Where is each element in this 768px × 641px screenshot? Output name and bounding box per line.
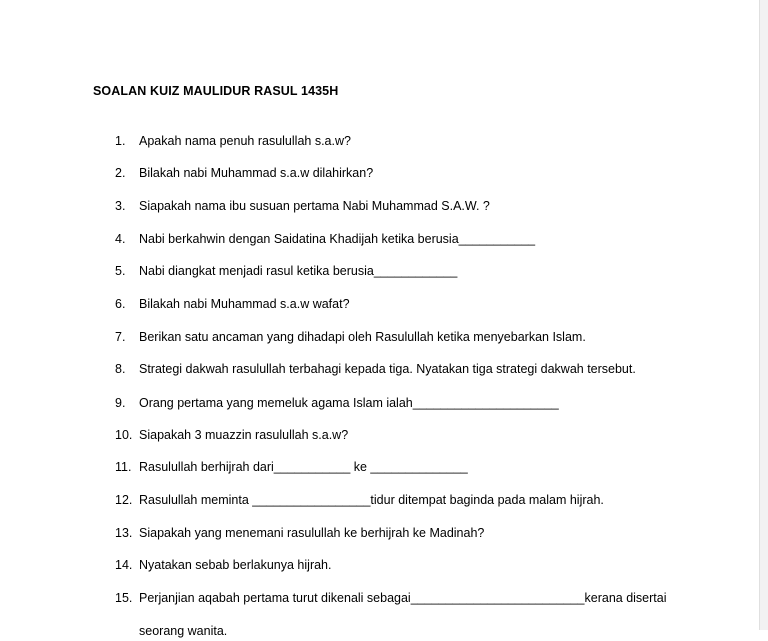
question-number: 15. bbox=[115, 591, 133, 605]
question-text: Nyatakan sebab berlakunya hijrah. bbox=[139, 558, 332, 572]
question-number: 9. bbox=[115, 396, 126, 410]
question-2 bbox=[0, 163, 740, 183]
question-text: Bilakah nabi Muhammad s.a.w wafat? bbox=[139, 297, 350, 311]
question-13 bbox=[0, 523, 740, 543]
question-number: 4. bbox=[115, 232, 126, 246]
question-15-continuation bbox=[0, 621, 740, 641]
question-7 bbox=[0, 327, 740, 347]
question-number: 13. bbox=[115, 526, 133, 540]
question-number: 3. bbox=[115, 199, 126, 213]
question-4 bbox=[0, 229, 740, 249]
question-1 bbox=[0, 131, 740, 151]
question-number: 11. bbox=[115, 460, 132, 474]
question-text: Siapakah 3 muazzin rasulullah s.a.w? bbox=[139, 428, 349, 442]
question-text: Orang pertama yang memeluk agama Islam ialah_____________________ bbox=[139, 396, 559, 410]
question-text: Perjanjian aqabah pertama turut dikenali sebagai_________________________kerana disertai bbox=[139, 591, 667, 605]
question-number: 6. bbox=[115, 297, 126, 311]
question-text: Bilakah nabi Muhammad s.a.w dilahirkan? bbox=[139, 166, 374, 180]
question-text: Berikan satu ancaman yang dihadapi oleh Rasulullah ketika menyebarkan Islam. bbox=[139, 330, 586, 344]
question-11 bbox=[0, 457, 740, 477]
question-9 bbox=[0, 393, 740, 413]
document-title: SOALAN KUIZ MAULIDUR RASUL 1435H bbox=[93, 84, 339, 98]
question-text: Rasulullah berhijrah dari___________ ke ______________ bbox=[139, 460, 468, 474]
question-number: 2. bbox=[115, 166, 126, 180]
question-text: Strategi dakwah rasulullah terbahagi kepada tiga. Nyatakan tiga strategi dakwah tersebut. bbox=[139, 362, 636, 376]
question-text: Nabi berkahwin dengan Saidatina Khadijah ketika berusia___________ bbox=[139, 232, 536, 246]
page-edge bbox=[759, 0, 768, 630]
question-number: 10. bbox=[115, 428, 133, 442]
question-text: Apakah nama penuh rasulullah s.a.w? bbox=[139, 134, 351, 148]
question-number: 7. bbox=[115, 330, 126, 344]
question-number: 14. bbox=[115, 558, 133, 572]
question-number: 8. bbox=[115, 362, 126, 376]
question-text: Nabi diangkat menjadi rasul ketika berusia____________ bbox=[139, 264, 458, 278]
question-10 bbox=[0, 425, 740, 445]
question-number: 5. bbox=[115, 264, 126, 278]
question-text: Rasulullah meminta _________________tidur ditempat baginda pada malam hijrah. bbox=[139, 493, 604, 507]
question-14 bbox=[0, 555, 740, 575]
continuation-text: seorang wanita. bbox=[139, 624, 228, 638]
question-8 bbox=[0, 359, 740, 379]
question-5 bbox=[0, 261, 740, 281]
question-number: 1. bbox=[115, 134, 126, 148]
question-3 bbox=[0, 196, 740, 216]
question-text: Siapakah nama ibu susuan pertama Nabi Muhammad S.A.W. ? bbox=[139, 199, 490, 213]
question-15 bbox=[0, 588, 740, 608]
question-text: Siapakah yang menemani rasulullah ke berhijrah ke Madinah? bbox=[139, 526, 485, 540]
question-6 bbox=[0, 294, 740, 314]
question-number: 12. bbox=[115, 493, 133, 507]
question-12 bbox=[0, 490, 740, 510]
